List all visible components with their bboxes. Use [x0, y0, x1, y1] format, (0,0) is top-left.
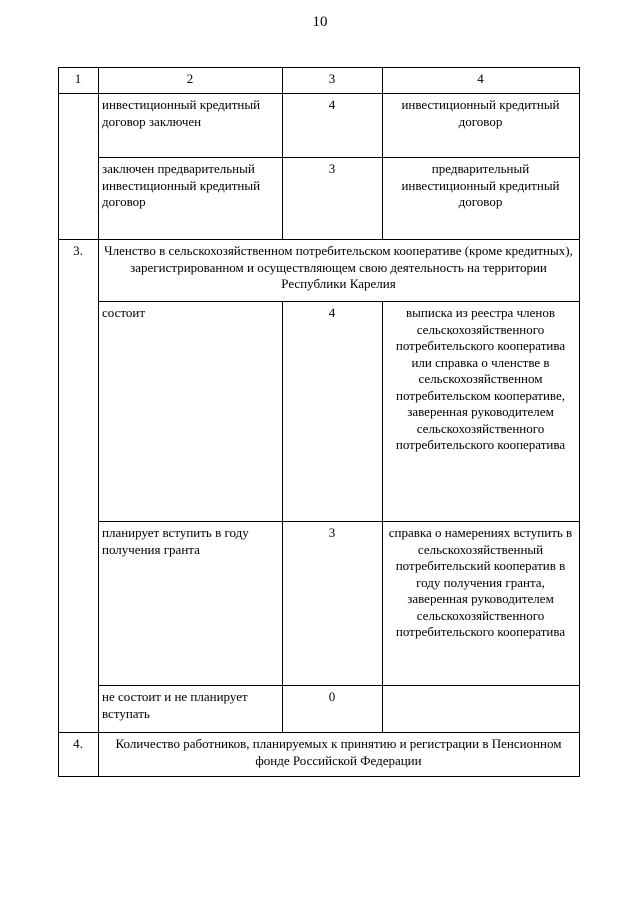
- score-cell: 3: [283, 522, 383, 686]
- table-row: [59, 94, 580, 158]
- section-number: 4.: [59, 733, 99, 777]
- document-cell: справка о намерениях вступить в сельскохозяйственный потребительский кооператив в году получения гранта, заверенная руководителем сельскохозяйственного потребительского кооператива: [383, 522, 580, 686]
- section-title: Членство в сельскохозяйственном потребительском кооперативе (кроме кредитных), зарегистрированном и осуществляющем свою деятельность на территории Республики Карелия: [99, 240, 580, 302]
- section-4-title-row: [59, 733, 580, 777]
- document-cell: инвестиционный кредитный договор: [383, 94, 580, 158]
- table-row: [59, 522, 580, 686]
- header-cell: 4: [383, 68, 580, 94]
- page-number: 10: [312, 14, 328, 30]
- table-row: [59, 302, 580, 522]
- header-cell: 2: [99, 68, 283, 94]
- table-row: [59, 158, 580, 240]
- score-cell: 4: [283, 302, 383, 522]
- criteria-table: [58, 67, 580, 777]
- option-cell: заключен предварительный инвестиционный кредитный договор: [99, 158, 283, 240]
- table-header-row: [59, 68, 580, 94]
- section-title: Количество работников, планируемых к принятию и регистрации в Пенсионном фонде Российской Федерации: [99, 733, 580, 777]
- option-cell: состоит: [99, 302, 283, 522]
- table-row: [59, 686, 580, 733]
- header-cell: 3: [283, 68, 383, 94]
- document-cell: [383, 686, 580, 733]
- option-cell: планирует вступить в году получения гранта: [99, 522, 283, 686]
- option-cell: не состоит и не планирует вступать: [99, 686, 283, 733]
- section-number: 3.: [59, 240, 99, 733]
- number-cell: [59, 94, 99, 240]
- score-cell: 3: [283, 158, 383, 240]
- header-cell: 1: [59, 68, 99, 94]
- score-cell: 4: [283, 94, 383, 158]
- document-cell: выписка из реестра членов сельскохозяйственного потребительского кооператива или справка о членстве в сельскохозяйственном потребительском кооперативе, заверенная руководителем сельскохозяйственного потребительского кооператива: [383, 302, 580, 522]
- document-cell: предварительный инвестиционный кредитный договор: [383, 158, 580, 240]
- score-cell: 0: [283, 686, 383, 733]
- option-cell: инвестиционный кредитный договор заключен: [99, 94, 283, 158]
- section-3-title-row: [59, 240, 580, 302]
